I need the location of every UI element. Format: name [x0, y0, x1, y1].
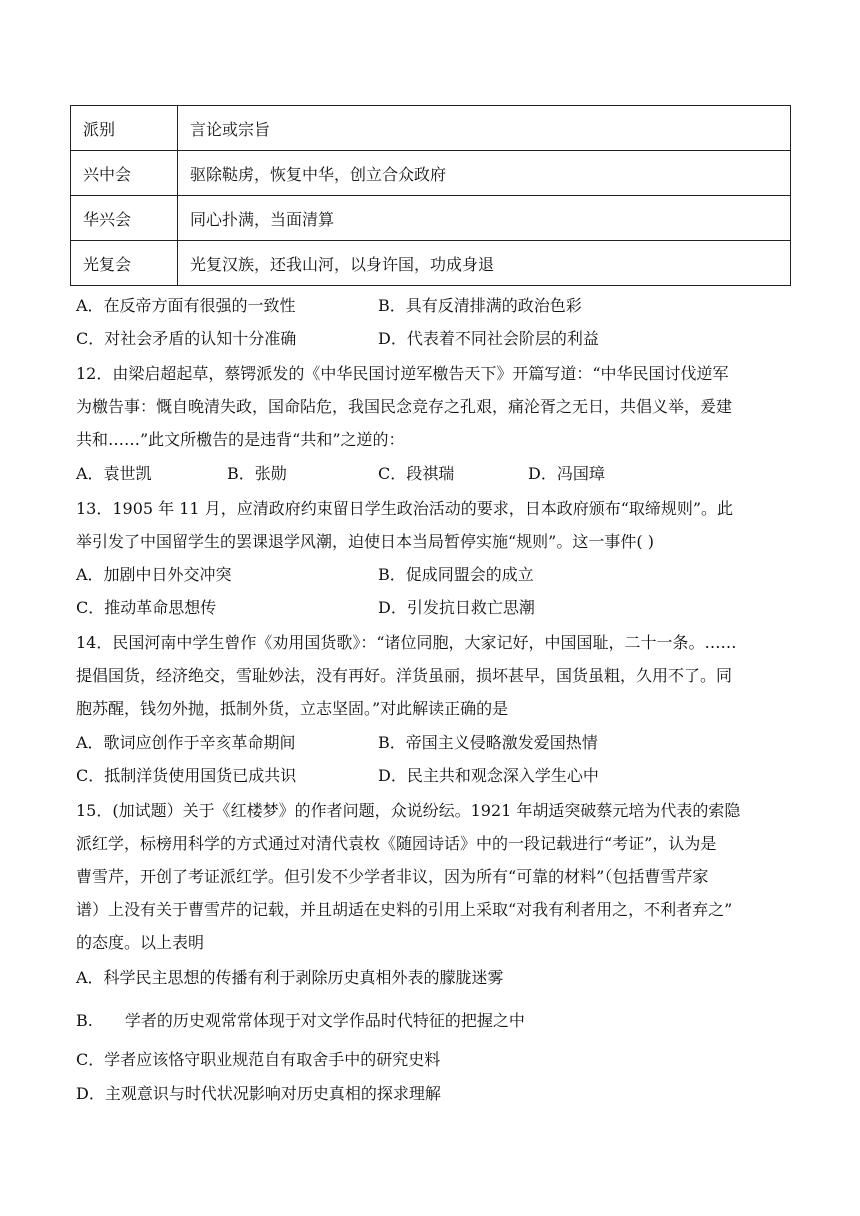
q13-stem-line: 13．1905 年 11 月，应清政府约束留日学生政治活动的要求，日本政府颁布“取缔规则”。此: [76, 499, 734, 518]
table-cell: 华兴会: [71, 196, 178, 241]
q15-stem-line: 15．(加试题）关于《红楼梦》的作者问题，众说纷纭。1921 年胡适突破蔡元培为代表的索隐: [76, 801, 741, 820]
q13-option-a: A．加剧中日外交冲突: [76, 565, 232, 584]
q15-stem-line: 派红学，标榜用科学的方式通过对清代袁枚《随园诗话》中的一段记载进行“考证”，认为是: [76, 834, 717, 853]
table-cell: 同心扑满，当面清算: [178, 196, 791, 241]
q13-stem-line: 举引发了中国留学生的罢课退学风潮，迫使日本当局暂停实施“规则”。这一事件( ): [76, 532, 654, 551]
table-cell: 光复汉族，还我山河，以身许国，功成身退: [178, 241, 791, 286]
q11-option-c: C．对社会矛盾的认知十分准确: [76, 329, 297, 348]
q15-option-d: D．主观意识与时代状况影响对历史真相的探求理解: [76, 1084, 441, 1103]
q11-option-a: A．在反帝方面有很强的一致性: [76, 296, 296, 315]
q11-option-b: B．具有反清排满的政治色彩: [378, 296, 582, 315]
q15-option-c: C．学者应该恪守职业规范自有取舍手中的研究史料: [76, 1050, 441, 1069]
table-row: [71, 151, 791, 196]
q12-option-c: C．段祺瑞: [378, 464, 455, 483]
q14-option-c: C．抵制洋货使用国货已成共识: [76, 766, 297, 785]
table-cell: 驱除鞑虏，恢复中华，创立合众政府: [178, 151, 791, 196]
q15-stem-line: 的态度。以上表明: [76, 933, 205, 952]
q14-option-b: B．帝国主义侵略激发爱国热情: [378, 733, 598, 752]
q14-option-d: D．民主共和观念深入学生心中: [378, 766, 599, 785]
table-header-cell: 言论或宗旨: [178, 106, 791, 151]
q15-stem-line: 曹雪芹，开创了考证派红学。但引发不少学者非议，因为所有“可靠的材料”（包括曹雪芹家: [76, 867, 709, 886]
faction-table: [70, 105, 791, 286]
q12-stem-line: 共和……”此文所檄告的是违背“共和”之逆的：: [76, 430, 405, 449]
table-header-cell: 派别: [71, 106, 178, 151]
q12-stem-line: 12．由梁启超起草，蔡锷派发的《中华民国讨逆军檄告天下》开篇写道：“中华民国讨伐逆军: [76, 364, 729, 383]
q11-option-d: D．代表着不同社会阶层的利益: [378, 329, 599, 348]
table-cell: 光复会: [71, 241, 178, 286]
q12-option-d: D．冯国璋: [528, 464, 605, 483]
q14-stem-line: 提倡国货，经济绝交，雪耻妙法，没有再好。洋货虽丽，损坏甚早，国货虽粗，久用不了。同: [76, 666, 733, 685]
q13-option-c: C．推动革命思想传: [76, 598, 217, 617]
q12-option-a: A．袁世凯: [76, 464, 152, 483]
q12-option-b: B．张勋: [227, 464, 287, 483]
q15-option-b: B. 学者的历史观常常体现于对文学作品时代特征的把握之中: [76, 1011, 525, 1030]
table-header-row: [71, 106, 791, 151]
q15-stem-line: 谱）上没有关于曹雪芹的记载，并且胡适在史料的引用上采取“对我有利者用之，不利者弃之”: [76, 900, 733, 919]
q14-option-a: A．歌词应创作于辛亥革命期间: [76, 733, 296, 752]
q13-option-b: B．促成同盟会的成立: [378, 565, 534, 584]
table-row: [71, 241, 791, 286]
q14-stem-line: 14．民国河南中学生曾作《劝用国货歌》：“诸位同胞，大家记好，中国国耻，二十一条。……: [76, 633, 737, 652]
q12-stem-line: 为檄告事：慨自晚清失政，国命阽危，我国民念竞存之孔艰，痛沦胥之无日，共倡义举，爰建: [76, 397, 733, 416]
q15-option-a: A．科学民主思想的传播有利于剥除历史真相外表的朦胧迷雾: [76, 968, 504, 987]
q14-stem-line: 胞苏醒，钱勿外抛，抵制外货，立志坚固。”对此解读正确的是: [76, 699, 509, 718]
q13-option-d: D．引发抗日救亡思潮: [378, 598, 535, 617]
table-cell: 兴中会: [71, 151, 178, 196]
table-row: [71, 196, 791, 241]
